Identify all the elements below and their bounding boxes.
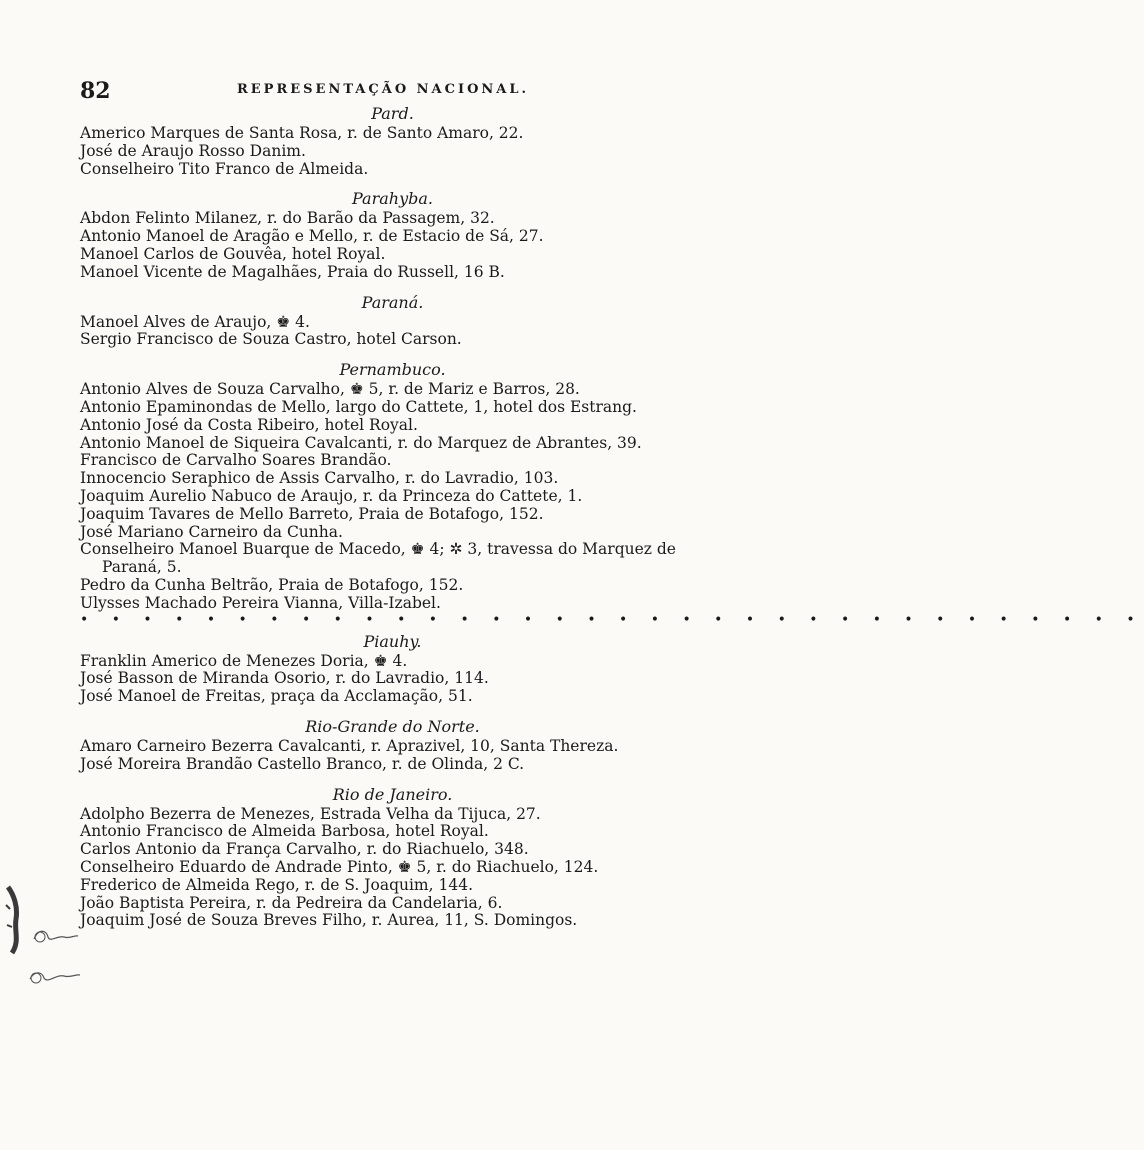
section-heading: Pard. bbox=[371, 104, 414, 123]
list-item: Ulysses Machado Pereira Vianna, Villa-Izabel. bbox=[80, 593, 441, 612]
list-item: Adolpho Bezerra de Menezes, Estrada Velha da Tijuca, 27. bbox=[80, 804, 541, 823]
list-item: Joaquim José de Souza Breves Filho, r. Aurea, 11, S. Domingos. bbox=[80, 911, 578, 930]
page-header bbox=[78, 78, 688, 104]
list-item: José Manoel de Freitas, praça da Acclamação, 51. bbox=[80, 687, 473, 706]
list-item: Manoel Alves de Araujo, ♚ 4. bbox=[80, 312, 310, 331]
margin-annotation-mark bbox=[26, 965, 82, 987]
binding-edge-mark bbox=[4, 885, 24, 955]
list-item: Joaquim Tavares de Mello Barreto, Praia de Botafogo, 152. bbox=[80, 504, 544, 523]
list-item: Manoel Carlos de Gouvêa, hotel Royal. bbox=[80, 244, 386, 263]
list-item: Conselheiro Tito Franco de Almeida. bbox=[80, 159, 369, 178]
running-title: REPRESENTAÇÃO NACIONAL. bbox=[236, 82, 530, 97]
member-listing bbox=[80, 103, 1144, 930]
page-number: 82 bbox=[80, 78, 111, 104]
list-item: Franklin Americo de Menezes Doria, ♚ 4. bbox=[80, 651, 408, 670]
list-item: Manoel Vicente de Magalhães, Praia do Russell, 16 B. bbox=[80, 262, 505, 281]
list-item: José Basson de Miranda Osorio, r. do Lavradio, 114. bbox=[80, 669, 489, 688]
list-item: Antonio Alves de Souza Carvalho, ♚ 5, r. de Mariz e Barros, 28. bbox=[80, 380, 580, 399]
section-heading: Pernambuco. bbox=[339, 360, 446, 380]
section-heading: Piauhy. bbox=[363, 631, 422, 651]
margin-annotation-mark bbox=[30, 925, 80, 947]
list-item: João Baptista Pereira, r. da Pedreira da Candelaria, 6. bbox=[80, 893, 503, 912]
list-item: José de Araujo Rosso Danim. bbox=[80, 141, 306, 160]
list-item: Antonio Manoel de Siqueira Cavalcanti, r. do Marquez de Abrantes, 39. bbox=[80, 433, 642, 452]
section-heading: Parahyba. bbox=[352, 189, 433, 209]
list-item: Antonio José da Costa Ribeiro, hotel Royal. bbox=[80, 415, 418, 434]
list-item: Antonio Manoel de Aragão e Mello, r. de Estacio de Sá, 27. bbox=[80, 227, 544, 246]
list-item: Americo Marques de Santa Rosa, r. de Santo Amaro, 22. bbox=[80, 124, 524, 142]
list-item: Conselheiro Manoel Buarque de Macedo, ♚ 4; ✲ 3, travessa do Marquez de Paraná, 5. bbox=[80, 540, 676, 577]
list-item: Frederico de Almeida Rego, r. de S. Joaquim, 144. bbox=[80, 875, 473, 894]
section-heading: Rio-Grande do Norte. bbox=[305, 716, 480, 736]
list-item: Innocencio Seraphico de Assis Carvalho, r. do Lavradio, 103. bbox=[80, 469, 559, 488]
list-item: Francisco de Carvalho Soares Brandão. bbox=[80, 451, 392, 470]
list-item: Pedro da Cunha Beltrão, Praia de Botafogo, 152. bbox=[80, 575, 464, 594]
list-item: Conselheiro Eduardo de Andrade Pinto, ♚ 5, r. do Riachuelo, 124. bbox=[80, 857, 599, 876]
dotted-separator: • • • • • • • • • • • • • • • • • • • • • • • • • • • • • • • • • • bbox=[80, 611, 1144, 628]
list-item: Antonio Francisco de Almeida Barbosa, hotel Royal. bbox=[80, 822, 489, 841]
list-item: Sergio Francisco de Souza Castro, hotel Carson. bbox=[80, 330, 462, 349]
list-item: Antonio Epaminondas de Mello, largo do Cattete, 1, hotel dos Estrang. bbox=[80, 397, 637, 416]
section-heading: Rio de Janeiro. bbox=[332, 784, 453, 804]
list-item: Amaro Carneiro Bezerra Cavalcanti, r. Aprazivel, 10, Santa Thereza. bbox=[80, 736, 619, 755]
list-item: Carlos Antonio da França Carvalho, r. do Riachuelo, 348. bbox=[80, 840, 529, 859]
list-item: José Mariano Carneiro da Cunha. bbox=[80, 522, 343, 541]
list-item: José Moreira Brandão Castello Branco, r. de Olinda, 2 C. bbox=[80, 754, 525, 773]
section-heading: Paraná. bbox=[361, 292, 424, 312]
list-item: Joaquim Aurelio Nabuco de Araujo, r. da Princeza do Cattete, 1. bbox=[80, 486, 583, 505]
list-item: Abdon Felinto Milanez, r. do Barão da Passagem, 32. bbox=[80, 209, 495, 228]
